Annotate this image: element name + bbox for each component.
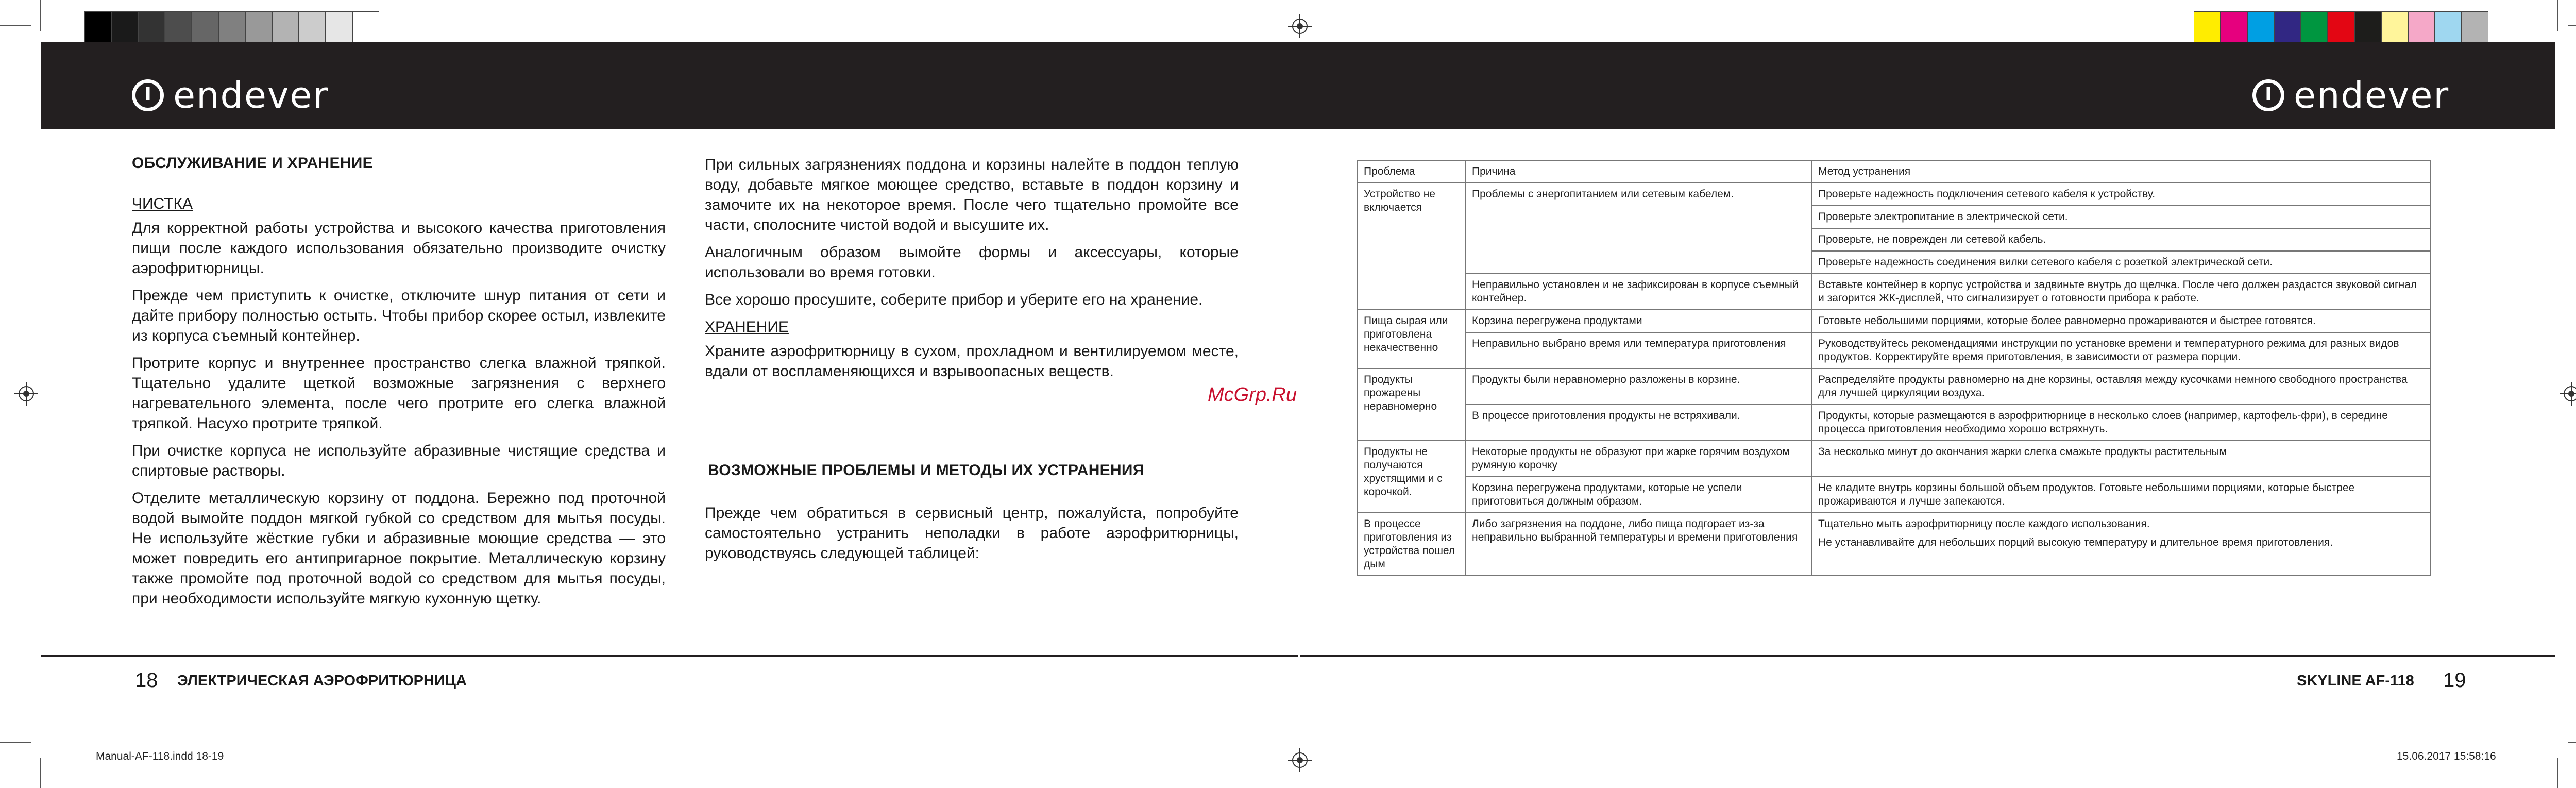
paragraph: Для корректной работы устройства и высокого качества приготовления пищи после каждого использования обязательно производите очистку аэрофритюрницы. bbox=[132, 220, 666, 277]
subheading-cleaning: ЧИСТКА bbox=[132, 195, 193, 212]
color-swatch bbox=[272, 11, 299, 42]
power-icon bbox=[2252, 79, 2284, 111]
table-header: Метод устранения bbox=[1811, 160, 2431, 183]
cause-cell: Продукты были неравномерно разложены в корзине. bbox=[1465, 368, 1811, 405]
crop-mark bbox=[2557, 0, 2558, 31]
method-line: Не устанавливайте для небольших порций высокую температуру и длительное время приготовления. bbox=[1818, 536, 2333, 548]
method-cell: За несколько минут до окончания жарки слегка смажьте продукты растительным bbox=[1811, 441, 2431, 477]
color-swatch bbox=[299, 11, 326, 42]
middle-column bbox=[705, 155, 1239, 389]
cause-cell: Неправильно выбрано время или температура приготовления bbox=[1465, 332, 1811, 368]
footer-title-left: ЭЛЕКТРИЧЕСКАЯ АЭРОФРИТЮРНИЦА bbox=[177, 673, 467, 689]
method-cell: Проверьте надежность подключения сетевого кабеля к устройству. bbox=[1811, 183, 2431, 206]
cause-cell: Некоторые продукты не образуют при жарке горячим воздухом румяную корочку bbox=[1465, 441, 1811, 477]
paragraph: Отделите металлическую корзину от поддона. Бережно под проточной водой вымойте поддон мягкой губкой со средством для мытья посуды. Не используйте жёсткие губки и абразивные моющие средства — это может повредить его антипригарное покрытие. Металлическую корзину также промойте под проточной водой со средством для мытья посуды, при необходимости используйте мягкую кухонную щетку. bbox=[132, 490, 666, 607]
footer-title-right: SKYLINE AF-118 bbox=[2297, 673, 2414, 689]
color-swatch bbox=[2274, 11, 2301, 42]
table-row bbox=[1357, 310, 2431, 332]
crop-mark bbox=[40, 758, 41, 788]
method-cell: Готовьте небольшими порциями, которые более равномерно прожариваются и быстрее готовятся. bbox=[1811, 310, 2431, 332]
cause-cell: Неправильно установлен и не зафиксирован в корпусе съемный контейнер. bbox=[1465, 274, 1811, 310]
section-heading: ВОЗМОЖНЫЕ ПРОБЛЕМЫ И МЕТОДЫ ИХ УСТРАНЕНИЯ bbox=[708, 462, 1144, 479]
troubleshooting-table bbox=[1357, 160, 2431, 576]
color-swatch bbox=[2435, 11, 2462, 42]
cause-cell: Корзина перегружена продуктами, которые не успели приготовиться должным образом. bbox=[1465, 477, 1811, 513]
color-swatch bbox=[2381, 11, 2408, 42]
paragraph: Прежде чем обратиться в сервисный центр, пожалуйста, попробуйте самостоятельно устранить неполадки в работе аэрофритюрницы, руководствуясь следующей таблицей: bbox=[705, 505, 1239, 562]
color-swatch bbox=[192, 11, 218, 42]
brand-name: endever bbox=[173, 74, 329, 116]
color-swatch bbox=[2462, 11, 2488, 42]
table-row bbox=[1357, 441, 2431, 477]
process-color-bar bbox=[2194, 11, 2488, 42]
left-column bbox=[132, 155, 666, 616]
cause-cell: В процессе приготовления продукты не встряхивали. bbox=[1465, 405, 1811, 441]
problem-cell: Продукты не получаются хрустящими и с корочкой. bbox=[1357, 441, 1465, 513]
color-swatch bbox=[218, 11, 245, 42]
print-slug-file: Manual-AF-118.indd 18-19 bbox=[96, 750, 224, 762]
brand-logo-right bbox=[2252, 74, 2450, 116]
method-cell: Продукты, которые размещаются в аэрофритюрнице в несколько слоев (например, картофель-фри), в середине процесса приготовления необходимо хорошо встряхнуть. bbox=[1811, 405, 2431, 441]
brand-name: endever bbox=[2294, 74, 2450, 116]
middle-column-intro bbox=[705, 503, 1239, 571]
color-swatch bbox=[2194, 11, 2221, 42]
cause-cell: Корзина перегружена продуктами bbox=[1465, 310, 1811, 332]
table-row bbox=[1357, 405, 2431, 441]
paragraph: Храните аэрофритюрницу в сухом, прохладном и вентилируемом месте, вдали от воспламеняющихся и взрывоопасных веществ. bbox=[705, 343, 1239, 380]
subheading-storage: ХРАНЕНИЕ bbox=[705, 318, 789, 336]
method-cell: Проверьте электропитание в электрической сети. bbox=[1811, 206, 2431, 228]
crop-mark bbox=[2568, 25, 2576, 26]
problem-cell: Пища сырая или приготовлена некачественно bbox=[1357, 310, 1465, 368]
page-number-right: 19 bbox=[2443, 669, 2466, 692]
color-swatch bbox=[138, 11, 165, 42]
registration-mark-icon bbox=[19, 386, 34, 401]
table-row bbox=[1357, 183, 2431, 206]
method-cell bbox=[1811, 513, 2431, 576]
crop-mark bbox=[0, 742, 31, 743]
registration-mark-icon bbox=[1292, 752, 1308, 768]
method-cell: Проверьте, не поврежден ли сетевой кабель. bbox=[1811, 228, 2431, 251]
method-cell: Вставьте контейнер в корпус устройства и задвиньте внутрь до щелчка. После чего должен раздастся звуковой сигнал и загорится ЖК-дисплей, что сигнализирует о готовности прибора к работе. bbox=[1811, 274, 2431, 310]
color-swatch bbox=[2408, 11, 2435, 42]
color-swatch bbox=[352, 11, 379, 42]
table-header-row bbox=[1357, 160, 2431, 183]
print-slug-date: 15.06.2017 15:58:16 bbox=[2397, 750, 2496, 762]
color-swatch bbox=[165, 11, 192, 42]
table-header: Проблема bbox=[1357, 160, 1465, 183]
paragraph: Прежде чем приступить к очистке, отключите шнур питания от сети и дайте прибору полностью остыть. Чтобы прибор скорее остыл, извлеките из корпуса съемный контейнер. bbox=[132, 287, 666, 344]
problem-cell: Продукты прожарены неравномерно bbox=[1357, 368, 1465, 441]
color-swatch bbox=[326, 11, 352, 42]
color-swatch bbox=[111, 11, 138, 42]
method-cell: Не кладите внутрь корзины большой объем продуктов. Готовьте небольшими порциями, которые быстрее прожариваются и лучше запекаются. bbox=[1811, 477, 2431, 513]
table-row bbox=[1357, 274, 2431, 310]
section-heading: ОБСЛУЖИВАНИЕ И ХРАНЕНИЕ bbox=[132, 155, 373, 172]
table-row bbox=[1357, 332, 2431, 368]
color-swatch bbox=[2221, 11, 2247, 42]
table-row bbox=[1357, 368, 2431, 405]
crop-mark bbox=[40, 0, 41, 31]
color-swatch bbox=[2354, 11, 2381, 42]
table-row bbox=[1357, 513, 2431, 576]
cause-cell: Проблемы с энергопитанием или сетевым кабелем. bbox=[1465, 183, 1811, 274]
table-header: Причина bbox=[1465, 160, 1811, 183]
color-swatch bbox=[84, 11, 111, 42]
table-row bbox=[1357, 477, 2431, 513]
paragraph: При очистке корпуса не используйте абразивные чистящие средства и спиртовые растворы. bbox=[132, 442, 666, 479]
method-cell: Проверьте надежность соединения вилки сетевого кабеля с розеткой электрической сети. bbox=[1811, 251, 2431, 274]
method-cell: Распределяйте продукты равномерно на дне корзины, оставляя между кусочками немного свободного пространства для лучшей циркуляции воздуха. bbox=[1811, 368, 2431, 405]
problem-cell: В процессе приготовления из устройства пошел дым bbox=[1357, 513, 1465, 576]
problem-cell: Устройство не включается bbox=[1357, 183, 1465, 310]
method-cell: Руководствуйтесь рекомендациями инструкции по установке времени и температурного режима для разных видов продуктов. Корректируйте время приготовления, в зависимости от размера порции. bbox=[1811, 332, 2431, 368]
crop-mark bbox=[0, 25, 31, 26]
paragraph: При сильных загрязнениях поддона и корзины налейте в поддон теплую воду, добавьте мягкое моющее средство, вставьте в поддон корзину и замочите их на некоторое время. После чего тщательно промойте все части, сполосните чистой водой и высушите их. bbox=[705, 156, 1239, 233]
footer-rule bbox=[41, 655, 1298, 657]
color-swatch bbox=[2301, 11, 2328, 42]
paragraph: Аналогичным образом вымойте формы и аксессуары, которые использовали во время готовки. bbox=[705, 244, 1239, 281]
crop-mark bbox=[2557, 758, 2558, 788]
power-icon bbox=[132, 79, 164, 111]
registration-mark-icon bbox=[1292, 19, 1308, 34]
color-swatch bbox=[2247, 11, 2274, 42]
brand-logo-left bbox=[132, 74, 329, 116]
page-number-left: 18 bbox=[135, 669, 158, 692]
footer-rule bbox=[1300, 655, 2555, 657]
gray-color-bar bbox=[84, 11, 379, 42]
header-band bbox=[41, 42, 2555, 129]
registration-mark-icon bbox=[2564, 386, 2576, 401]
paragraph: Все хорошо просушите, соберите прибор и уберите его на хранение. bbox=[705, 291, 1203, 308]
cause-cell: Либо загрязнения на поддоне, либо пища подгорает из-за неправильно выбранной температуры и времени приготовления bbox=[1465, 513, 1811, 576]
crop-mark bbox=[2568, 742, 2576, 743]
paragraph: Протрите корпус и внутреннее пространство слегка влажной тряпкой. Тщательно удалите щеткой возможные загрязнения с верхнего нагревательного элемента, после чего протрите его слегка влажной тряпкой. Насухо протрите тряпкой. bbox=[132, 355, 666, 432]
color-swatch bbox=[245, 11, 272, 42]
watermark: McGrp.Ru bbox=[1208, 384, 1297, 406]
method-line: Тщательно мыть аэрофритюрницу после каждого использования. bbox=[1818, 518, 2150, 530]
color-swatch bbox=[2328, 11, 2354, 42]
